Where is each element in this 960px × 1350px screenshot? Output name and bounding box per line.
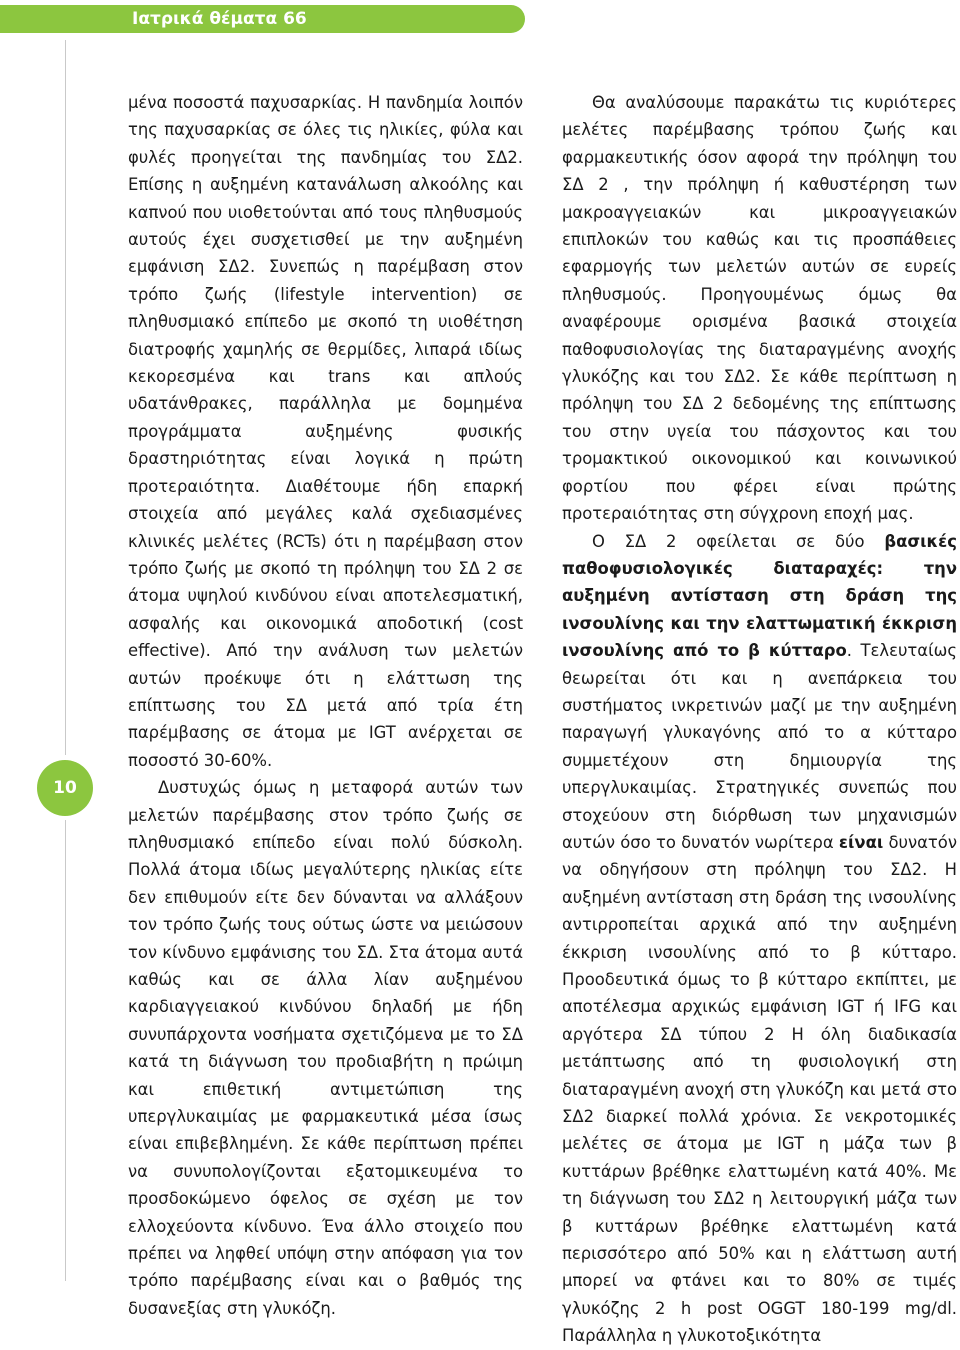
left-paragraph-2: Δυστυχώς όμως η μεταφορά αυτών των μελετών παρέμβασης στον τρόπο ζωής σε πληθυσμιακό επίπεδο είναι πολύ δύσκολη. Πολλά άτομα ιδίως μεγαλύτερης ηλικίας είτε δεν επιθυμούν είτε δεν δύνανται να αλλάξουν τον τρόπο ζωής τους ούτως ώστε να μειώσουν τον κίνδυνο εμφάνισης του ΣΔ. Στα άτομα αυτά καθώς και σε άλλα λίαν αυξημένου καρδιαγγειακού κινδύνου δηλαδή με ήδη συνυπάρχοντα νοσήματα σχετιζόμενα με το ΣΔ κατά τη διάγνωση του προδιαβήτη η πρώιμη και επιθετική αντιμετώπιση της υπεργλυκαιμίας με φαρμακευτικά μέσα ίσως είναι επιβεβλημένη. Σε κάθε περίπτωση πρέπει να συνυπολογίζονται εξατομικευμένα το προσδοκώμενο όφελος σε σχέση με τον ελλοχεύοντα κίνδυνο. Ένα άλλο στοιχείο που πρέπει να ληφθεί υπόψη στην απόφαση για τον τρόπο παρέμβασης είναι και ο βαθμός της δυσανεξίας στη γλυκόζη. <box>128 778 523 1318</box>
right-paragraph-2 <box>562 528 957 1350</box>
left-paragraph-1: μένα ποσοστά παχυσαρκίας. Η πανδημία λοιπόν της παχυσαρκίας σε όλες τις ηλικίες, φύλα και φυλές προηγείται της πανδημίας του ΣΔ2. Επίσης η αυξημένη κατανάλωση αλκοόλης και καπνού που υιοθετούνται από τους πληθυσμούς αυτούς έχει συσχετισθεί με την αυξημένη εμφάνιση ΣΔ2. Συνεπώς η παρέμβαση στον τρόπο ζωής (lifestyle intervention) σε πληθυσμιακό επίπεδο με σκοπό τη υιοθέτηση διατροφής χαμηλής σε θερμίδες, λιπαρά ιδίως κεκορεσμένα και trans και απλούς υδατάνθρακες, παράλληλα με δομημένα προγράμματα αυξημένης φυσικής δραστηριότητας είναι λογικά η πρώτη προτεραιότητα. Διαθέτουμε ήδη επαρκή στοιχεία από μεγάλες καλά σχεδιασμένες κλινικές μελέτες (RCTs) ότι η παρέμβαση στον τρόπο ζωής με σκοπό τη πρόληψη του ΣΔ 2 σε άτομα υψηλού κινδύνου είναι αποτελεσματική, ασφαλής και οικονομικά αποδοτική (cost effective). Από την ανάλυση των μελετών αυτών προέκυψε ότι η ελάττωση της επίπτωσης του ΣΔ μετά από τρία έτη παρέμβασης σε άτομα με IGT ανέρχεται σε ποσοστό 30-60%. <box>128 93 523 770</box>
right-paragraph-2-end: δυνατόν να οδηγήσουν στη πρόληψη του ΣΔ2. Η αυξημένη αντίσταση στη δράση της ινσουλίνης αντιρροπείται αρχικά από την αυξημένη έκκριση ινσουλίνης από το β κύτταρο. Προοδευτικά όμως το β κύτταρο εκπίπτει, με αποτέλεσμα αρχικώς εμφάνιση IGT ή IFG και αργότερα ΣΔ τύπου 2 Η όλη διαδικασία μετάπτωσης από τη φυσιολογική στη διαταραγμένη ανοχή στη γλυκόζη και μετά στο ΣΔ2 διαρκεί πολλά χρόνια. Σε νεκροτομικές μελέτες σε άτομα με IGT η μάζα των β κυττάρων βρέθηκε ελαττωμένη κατά 40%. Με τη διάγνωση του ΣΔ2 η λειτουργική μάζα των β κυττάρων βρέθηκε ελαττωμένη κατά περισσότερο από 50% και η ελάττωση αυτή μπορεί να φτάνει και το 80% σε τιμές γλυκόζης 2 h post OGGT 180-199 mg/dl. Παράλληλα η γλυκοτοξικότητα <box>562 832 957 1346</box>
section-title: Ιατρικά θέματα 66 <box>132 9 307 29</box>
left-column <box>128 89 523 1322</box>
page-number-badge: 10 <box>37 760 93 816</box>
side-rule-bottom <box>65 820 66 1281</box>
right-paragraph-2-emphasis: βασικές παθοφυσιολογικές διαταραχές: την αυξημένη αντίσταση στη δράση της ινσουλίνης και την ελαττωματική έκκριση ινσουλίνης από το β κύτταρο <box>562 531 957 661</box>
right-paragraph-1: Θα αναλύσουμε παρακάτω τις κυριότερες μελέτες παρέμβασης τρόπου ζωής και φαρμακευτικής όσον αφορά την πρόληψη του ΣΔ 2 , την πρόληψη ή καθυστέρηση των μακροαγγειακών και μικροαγγειακών επιπλοκών του καθώς και τις προσπάθειες εφαρμογής των μελετών αυτών σε ευρείς πληθυσμούς. Προηγουμένως όμως θα αναφέρουμε ορισμένα βασικά στοιχεία παθοφυσιολογίας της διαταραγμένης ανοχής γλυκόζης και του ΣΔ2. Σε κάθε περίπτωση η πρόληψη του ΣΔ 2 δεδομένης της επίπτωσης του στην υγεία του πάσχοντος και του τρομακτικού οικονομικού και κοινωνικού φορτίου που φέρει είναι πρώτης προτεραιότητας στη σύγχρονη εποχή μας. <box>562 93 957 524</box>
right-paragraph-2-emphasis-2: είναι <box>838 832 884 852</box>
right-paragraph-2-middle: . Τελευταίως θεωρείται ότι και η ανεπάρκεια του συστήματος ινκρετινών μαζί με την αυξημένη παραγωγή γλυκαγόνης από το α κύτταρο συμμετέχουν στη δημιουργία της υπεργλυκαιμίας. Στρατηγικές συνεπώς που στοχεύουν στη διόρθωση των μηχανισμών αυτών όσο το δυνατόν νωρίτερα <box>562 641 957 852</box>
side-rule-top <box>65 40 66 755</box>
right-paragraph-2-start: Ο ΣΔ 2 οφείλεται σε δύο <box>592 531 885 551</box>
right-column <box>562 89 957 1350</box>
